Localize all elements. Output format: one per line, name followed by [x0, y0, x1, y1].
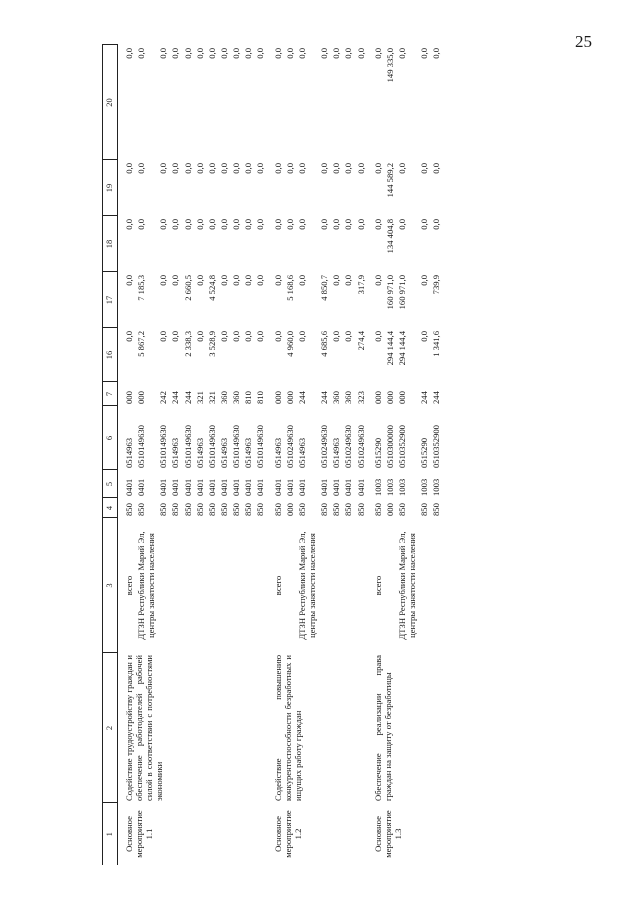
amount-cell: 0,0	[136, 48, 147, 59]
budget-code-cell: 000	[136, 391, 147, 404]
budget-code-cell: 850	[397, 503, 407, 516]
amount-cell: 144 589,2	[384, 163, 395, 198]
budget-code-cell: 0401	[272, 478, 283, 496]
budget-code-cell: 244	[296, 391, 307, 404]
budget-code-cell: 360	[331, 391, 342, 404]
amount-cell: 0,0	[158, 48, 169, 59]
budget-code-cell: 0510249630	[343, 425, 354, 468]
amount-cell: 0,0	[372, 219, 383, 230]
amount-cell: 2 338,3	[182, 331, 193, 357]
amount-cell: 2 660,5	[182, 275, 193, 301]
amount-cell: 0,0	[343, 48, 354, 59]
measure-description: Содействие трудоустройству граждан и обеспечение работодателей рабочей силой в соответствии с потребностями экономики	[123, 655, 165, 801]
executor-cell: всего	[372, 575, 383, 596]
budget-code-cell: 242	[158, 391, 169, 404]
amount-cell: 317,9	[355, 275, 366, 295]
budget-code-cell: 1003	[431, 478, 442, 496]
budget-code-cell: 0401	[355, 478, 366, 496]
budget-code-cell: 000	[384, 391, 395, 404]
budget-code-cell: 000	[123, 391, 134, 404]
budget-code-cell: 323	[355, 391, 366, 404]
budget-code-cell: 850	[243, 503, 254, 516]
budget-code-cell: 0514963	[194, 437, 205, 468]
amount-cell: 0,0	[219, 331, 230, 342]
executor-cell	[318, 518, 330, 653]
amount-cell: 0,0	[343, 163, 354, 174]
amount-cell: 0,0	[231, 331, 242, 342]
budget-code-cell: 850	[219, 503, 230, 516]
amount-cell: 0,0	[255, 275, 266, 286]
executor-cell	[169, 518, 181, 653]
budget-code-cell: 850	[255, 503, 266, 516]
executor-cell: ДТЗН Республики Марий Эл, центры занятости населения	[296, 531, 318, 640]
budget-code-cell: 244	[431, 391, 442, 404]
executor-cell	[430, 518, 442, 653]
budget-code-cell: 850	[170, 503, 181, 516]
amount-cell: 739,9	[431, 275, 442, 295]
amount-cell: 0,0	[319, 219, 330, 230]
amount-cell: 0,0	[296, 275, 307, 286]
budget-code-cell: 244	[319, 391, 330, 404]
amount-cell: 0,0	[284, 48, 295, 59]
amount-cell: 0,0	[219, 163, 230, 174]
header-cell: 3	[103, 518, 118, 653]
amount-cell: 0,0	[243, 219, 254, 230]
amount-cell: 0,0	[194, 275, 205, 286]
amount-cell: 0,0	[231, 48, 242, 59]
amount-cell: 0,0	[170, 331, 181, 342]
budget-code-cell: 244	[182, 391, 193, 404]
budget-code-cell: 0401	[158, 478, 169, 496]
header-cell: 4	[103, 498, 118, 518]
amount-cell: 0,0	[255, 48, 266, 59]
amount-cell: 0,0	[397, 48, 407, 59]
executor-cell	[206, 518, 218, 653]
amount-cell: 0,0	[372, 163, 383, 174]
budget-code-cell: 0401	[219, 478, 230, 496]
budget-code-cell: 850	[182, 503, 193, 516]
amount-cell: 4 524,8	[206, 275, 217, 301]
budget-code-cell: 0510300000	[384, 425, 395, 468]
executor-cell: всего	[272, 575, 283, 596]
budget-code-cell: 0510149630	[158, 425, 169, 468]
amount-cell: 0,0	[170, 163, 181, 174]
amount-cell: 0,0	[355, 48, 366, 59]
amount-cell: 0,0	[182, 48, 193, 59]
budget-code-cell: 0401	[319, 478, 330, 496]
budget-code-cell: 850	[206, 503, 217, 516]
budget-code-cell: 000	[284, 391, 295, 404]
budget-code-cell: 000	[284, 503, 295, 516]
budget-code-cell: 850	[419, 503, 430, 516]
amount-cell: 0,0	[284, 163, 295, 174]
amount-cell: 0,0	[194, 331, 205, 342]
budget-code-cell: 850	[136, 503, 147, 516]
budget-code-cell: 0401	[243, 478, 254, 496]
executor-cell	[418, 518, 430, 653]
measure-code: Основное мероприятие 1.1	[123, 810, 155, 858]
header-cell: 7	[103, 382, 118, 406]
header-cell: 18	[103, 216, 118, 272]
amount-cell: 0,0	[355, 219, 366, 230]
amount-cell: 4 850,7	[319, 275, 330, 301]
budget-code-cell: 000	[272, 391, 283, 404]
budget-code-cell: 0401	[343, 478, 354, 496]
amount-cell: 0,0	[272, 219, 283, 230]
amount-cell: 274,4	[355, 331, 366, 351]
budget-code-cell: 0510249630	[284, 425, 295, 468]
amount-cell: 294 144,4	[397, 331, 407, 366]
amount-cell: 0,0	[158, 331, 169, 342]
amount-cell: 0,0	[194, 219, 205, 230]
amount-cell: 5 168,6	[284, 275, 295, 301]
amount-cell: 1 341,6	[431, 331, 442, 357]
amount-cell: 0,0	[319, 163, 330, 174]
budget-code-cell: 0510249630	[319, 425, 330, 468]
budget-code-cell: 850	[431, 503, 442, 516]
rotated-table-container	[102, 45, 566, 865]
budget-code-cell: 000	[397, 391, 407, 404]
budget-code-cell: 0401	[231, 478, 242, 496]
amount-cell: 0,0	[343, 219, 354, 230]
budget-code-cell: 0401	[182, 478, 193, 496]
budget-code-cell: 810	[255, 391, 266, 404]
budget-code-cell: 321	[206, 391, 217, 404]
budget-code-cell: 0514963	[219, 437, 230, 468]
budget-code-cell: 360	[219, 391, 230, 404]
budget-code-cell: 850	[272, 503, 283, 516]
executor-cell	[230, 518, 242, 653]
amount-cell: 0,0	[182, 219, 193, 230]
table-row	[267, 45, 284, 865]
budget-code-cell: 000	[372, 391, 383, 404]
header-cell: 5	[103, 470, 118, 498]
amount-cell: 5 867,2	[136, 331, 147, 357]
budget-code-cell: 360	[231, 391, 242, 404]
budget-code-cell: 1003	[419, 478, 430, 496]
measure-description: Содействие повышению конкурентоспособности безработных и ищущих работу граждан	[272, 655, 303, 801]
amount-cell: 0,0	[419, 48, 430, 59]
amount-cell: 0,0	[372, 275, 383, 286]
amount-cell: 0,0	[123, 48, 134, 59]
amount-cell: 0,0	[284, 219, 295, 230]
budget-code-cell: 850	[158, 503, 169, 516]
header-cell: 17	[103, 272, 118, 328]
budget-code-cell: 850	[194, 503, 205, 516]
budget-code-cell: 850	[123, 503, 134, 516]
amount-cell: 0,0	[170, 219, 181, 230]
executor-cell	[182, 518, 194, 653]
budget-code-cell: 1003	[384, 478, 395, 496]
budget-code-cell: 0510352900	[397, 425, 407, 468]
budget-code-cell: 321	[194, 391, 205, 404]
amount-cell: 0,0	[206, 48, 217, 59]
executor-cell	[342, 518, 354, 653]
amount-cell: 0,0	[331, 275, 342, 286]
amount-cell: 0,0	[272, 331, 283, 342]
budget-code-cell: 0514963	[170, 437, 181, 468]
budget-code-cell: 1003	[372, 478, 383, 496]
amount-cell: 0,0	[372, 48, 383, 59]
budget-code-cell: 0510149630	[182, 425, 193, 468]
amount-cell: 3 528,9	[206, 331, 217, 357]
budget-code-cell: 0515290	[419, 437, 430, 468]
budget-code-cell: 0514963	[272, 437, 283, 468]
executor-cell	[194, 518, 206, 653]
amount-cell: 0,0	[219, 48, 230, 59]
table-row	[117, 45, 135, 865]
amount-cell: 0,0	[206, 163, 217, 174]
executor-cell	[242, 518, 254, 653]
amount-cell: 0,0	[319, 48, 330, 59]
executor-cell	[355, 518, 367, 653]
budget-code-cell: 0514963	[243, 437, 254, 468]
budget-code-cell: 0401	[331, 478, 342, 496]
amount-cell: 4 685,6	[319, 331, 330, 357]
header-cell: 16	[103, 328, 118, 382]
amount-cell: 0,0	[431, 163, 442, 174]
amount-cell: 0,0	[331, 163, 342, 174]
amount-cell: 0,0	[419, 219, 430, 230]
budget-code-cell: 0401	[255, 478, 266, 496]
page-number: 25	[575, 32, 592, 51]
amount-cell: 0,0	[170, 275, 181, 286]
amount-cell: 0,0	[123, 331, 134, 342]
amount-cell: 0,0	[170, 48, 181, 59]
executor-cell: ДТЗН Республики Марий Эл, центры занятости населения	[136, 531, 157, 640]
amount-cell: 0,0	[255, 219, 266, 230]
amount-cell: 0,0	[123, 163, 134, 174]
amount-cell: 0,0	[331, 331, 342, 342]
budget-code-cell: 850	[231, 503, 242, 516]
amount-cell: 0,0	[372, 331, 383, 342]
amount-cell: 0,0	[331, 48, 342, 59]
header-cell: 2	[103, 653, 118, 803]
executor-cell	[218, 518, 230, 653]
amount-cell: 0,0	[296, 48, 307, 59]
amount-cell: 0,0	[397, 163, 407, 174]
amount-cell: 294 144,4	[384, 331, 395, 366]
budget-code-cell: 850	[331, 503, 342, 516]
budget-code-cell: 0401	[284, 478, 295, 496]
budget-code-cell: 0510149630	[255, 425, 266, 468]
amount-cell: 160 971,0	[384, 275, 395, 310]
budget-code-cell: 850	[372, 503, 383, 516]
amount-cell: 0,0	[243, 331, 254, 342]
amount-cell: 0,0	[243, 163, 254, 174]
budget-code-cell: 0510149630	[231, 425, 242, 468]
amount-cell: 0,0	[194, 163, 205, 174]
budget-code-cell: 850	[343, 503, 354, 516]
amount-cell: 0,0	[431, 48, 442, 59]
executor-cell: всего	[123, 575, 134, 596]
amount-cell: 0,0	[158, 219, 169, 230]
amount-cell: 0,0	[343, 275, 354, 286]
amount-cell: 0,0	[123, 219, 134, 230]
amount-cell: 0,0	[243, 275, 254, 286]
amount-cell: 0,0	[419, 275, 430, 286]
budget-code-cell: 0401	[136, 478, 147, 496]
amount-cell: 0,0	[231, 275, 242, 286]
budget-code-cell: 0514963	[296, 437, 307, 468]
measure-description: Обеспечение реализации права граждан на защиту от безработицы	[372, 655, 393, 801]
amount-cell: 149 335,0	[384, 48, 395, 83]
amount-cell: 0,0	[219, 275, 230, 286]
amount-cell: 0,0	[243, 48, 254, 59]
amount-cell: 0,0	[123, 275, 134, 286]
budget-code-cell: 000	[384, 503, 395, 516]
amount-cell: 134 404,8	[384, 219, 395, 254]
amount-cell: 0,0	[272, 48, 283, 59]
header-cell: 6	[103, 406, 118, 470]
executor-cell	[330, 518, 342, 653]
executor-cell	[157, 518, 169, 653]
budget-code-cell: 0510249630	[355, 425, 366, 468]
budget-code-cell: 0401	[206, 478, 217, 496]
amount-cell: 0,0	[272, 163, 283, 174]
header-cell: 1	[103, 803, 118, 865]
table-row	[367, 45, 384, 865]
header-row	[103, 45, 118, 865]
amount-cell: 0,0	[397, 219, 407, 230]
budget-table	[102, 45, 443, 866]
header-cell: 20	[103, 45, 118, 160]
amount-cell: 0,0	[419, 163, 430, 174]
amount-cell: 0,0	[158, 275, 169, 286]
amount-cell: 0,0	[136, 163, 147, 174]
amount-cell: 0,0	[194, 48, 205, 59]
budget-code-cell: 0401	[194, 478, 205, 496]
budget-code-cell: 244	[419, 391, 430, 404]
amount-cell: 0,0	[343, 331, 354, 342]
measure-code: Основное мероприятие 1.2	[272, 810, 303, 858]
executor-cell: ДТЗН Республики Марий Эл, центры занятости населения	[397, 531, 418, 640]
amount-cell: 0,0	[419, 331, 430, 342]
amount-cell: 0,0	[255, 163, 266, 174]
amount-cell: 0,0	[331, 219, 342, 230]
budget-code-cell: 810	[243, 391, 254, 404]
amount-cell: 0,0	[231, 163, 242, 174]
budget-code-cell: 360	[343, 391, 354, 404]
amount-cell: 0,0	[136, 219, 147, 230]
budget-code-cell: 0401	[296, 478, 307, 496]
amount-cell: 0,0	[272, 275, 283, 286]
executor-cell	[254, 518, 266, 653]
measure-code: Основное мероприятие 1.3	[372, 810, 403, 858]
executor-cell	[384, 518, 396, 653]
amount-cell: 0,0	[296, 219, 307, 230]
amount-cell: 4 960,0	[284, 331, 295, 357]
budget-code-cell: 0510149630	[206, 425, 217, 468]
executor-cell	[284, 518, 296, 653]
header-cell: 19	[103, 160, 118, 216]
amount-cell: 0,0	[296, 331, 307, 342]
amount-cell: 0,0	[231, 219, 242, 230]
amount-cell: 0,0	[182, 163, 193, 174]
budget-code-cell: 0514963	[331, 437, 342, 468]
amount-cell: 0,0	[355, 163, 366, 174]
budget-code-cell: 850	[296, 503, 307, 516]
amount-cell: 0,0	[296, 163, 307, 174]
budget-code-cell: 0514963	[123, 437, 134, 468]
amount-cell: 0,0	[255, 331, 266, 342]
amount-cell: 0,0	[206, 219, 217, 230]
budget-code-cell: 244	[170, 391, 181, 404]
budget-code-cell: 0401	[123, 478, 134, 496]
budget-code-cell: 850	[319, 503, 330, 516]
amount-cell: 7 185,3	[136, 275, 147, 301]
amount-cell: 0,0	[431, 219, 442, 230]
budget-code-cell: 0515290	[372, 437, 383, 468]
amount-cell: 0,0	[158, 163, 169, 174]
budget-code-cell: 850	[355, 503, 366, 516]
amount-cell: 160 971,0	[397, 275, 407, 310]
budget-code-cell: 1003	[397, 478, 407, 496]
budget-code-cell: 0510149630	[136, 425, 147, 468]
amount-cell: 0,0	[219, 219, 230, 230]
budget-code-cell: 0510352900	[431, 425, 442, 468]
budget-code-cell: 0401	[170, 478, 181, 496]
